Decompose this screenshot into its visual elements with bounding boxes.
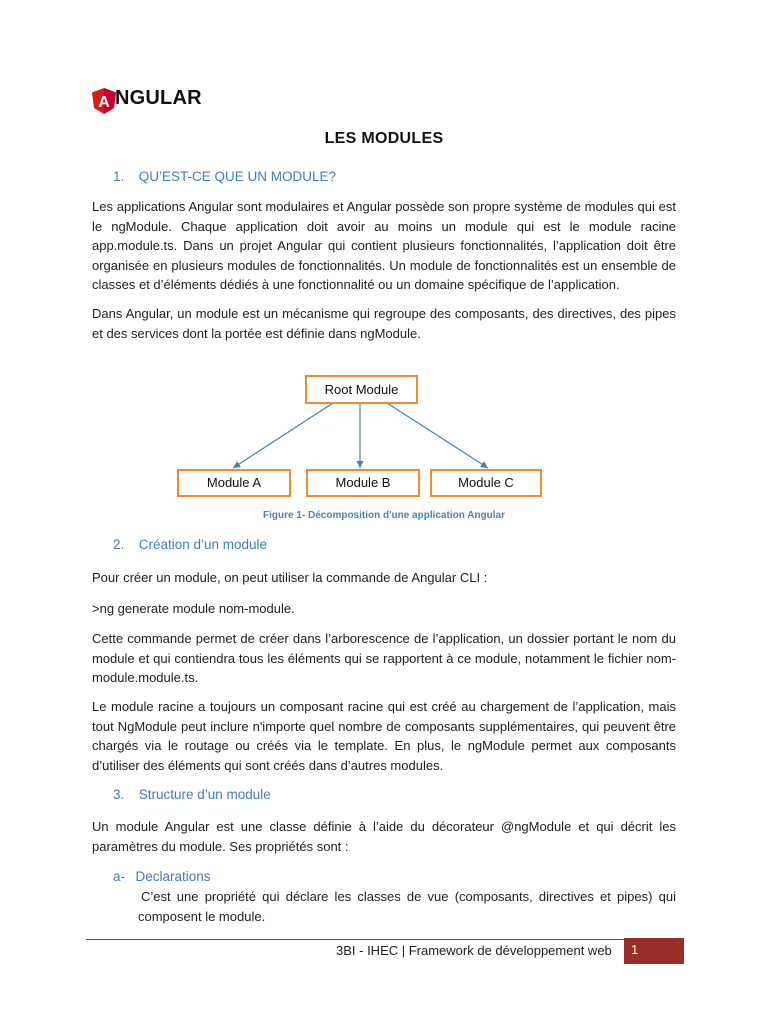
paragraph: Dans Angular, un module est un mécanisme qui regroupe des composants, des directives, des pipes et des services dont la portée est définie dans ngModule. (92, 306, 676, 341)
section-title: QU’EST-CE QUE UN MODULE? (138, 169, 336, 184)
section-number: 2. (113, 537, 125, 552)
command-text: >ng generate module nom-module. (92, 601, 295, 616)
page-number-badge (624, 938, 684, 964)
module-b-box: Module B (306, 469, 420, 497)
module-diagram (0, 370, 768, 505)
root-module-box: Root Module (305, 375, 418, 404)
paragraph: Le module racine a toujours un composant racine qui est créé au chargement de l’application, mais tout NgModule peut inclure n'importe quel nombre de composants supplémentaires, qui peuvent être chargés via le routage ou créés via le template. En plus, le ngModule permet aux composants d’utiliser des éléments qui sont créés dans d’autres modules. (92, 699, 676, 773)
section-title: Création d’un module (138, 537, 268, 552)
paragraph: Cette commande permet de créer dans l’arborescence de l’application, un dossier portant le nom du module et qui contiendra tous les éléments qui se rapportent à ce module, notamment le fichier nom-module.module.ts. (92, 631, 676, 686)
page-title: LES MODULES (324, 130, 444, 147)
section-title: Structure d’un module (138, 787, 271, 802)
module-c-box: Module C (430, 469, 542, 497)
subsection-title: Declarations (135, 869, 211, 884)
module-a-box: Module A (177, 469, 291, 497)
section-number: 3. (113, 787, 125, 802)
section-heading-2 (113, 536, 267, 554)
page-number: 1 (631, 942, 639, 957)
footer-divider (86, 939, 626, 940)
logo-letter: A (98, 94, 110, 111)
paragraph: C’est une propriété qui déclare les classes de vue (composants, directives et pipes) qui composent le module. (138, 889, 676, 924)
arrow-to-module-a (233, 403, 333, 468)
subsection-marker: a- (113, 869, 126, 884)
angular-shield-icon (92, 88, 116, 114)
section-heading-1 (113, 168, 336, 186)
footer-text: 3BI - IHEC | Framework de développement web (336, 943, 612, 958)
paragraph: Un module Angular est une classe définie à l’aide du décorateur @ngModule et qui décrit les paramètres du module. Ses propriétés sont : (92, 819, 676, 854)
angular-logo (92, 84, 222, 118)
subsection-heading (113, 868, 211, 886)
paragraph: Les applications Angular sont modulaires et Angular possède son propre système de modules qui est le ngModule. Chaque application doit avoir au moins un module qui est le module racine app.module.ts. Dans un projet Angular qui contient plusieurs fonctionnalités, l’application doit être organisée en plusieurs modules de fonctionnalités. Un module de fonctionnalités est un ensemble de classes et d’éléments dédiés à une fonctionnalité ou un domaine spécifique de l’application. (92, 199, 676, 293)
arrow-to-module-c (387, 403, 488, 468)
paragraph: Pour créer un module, on peut utiliser la commande de Angular CLI : (92, 570, 488, 585)
section-heading-3 (113, 786, 271, 804)
logo-text: NGULAR (115, 87, 202, 109)
section-number: 1. (113, 169, 125, 184)
figure-caption: Figure 1- Décomposition d'une application Angular (262, 510, 506, 521)
